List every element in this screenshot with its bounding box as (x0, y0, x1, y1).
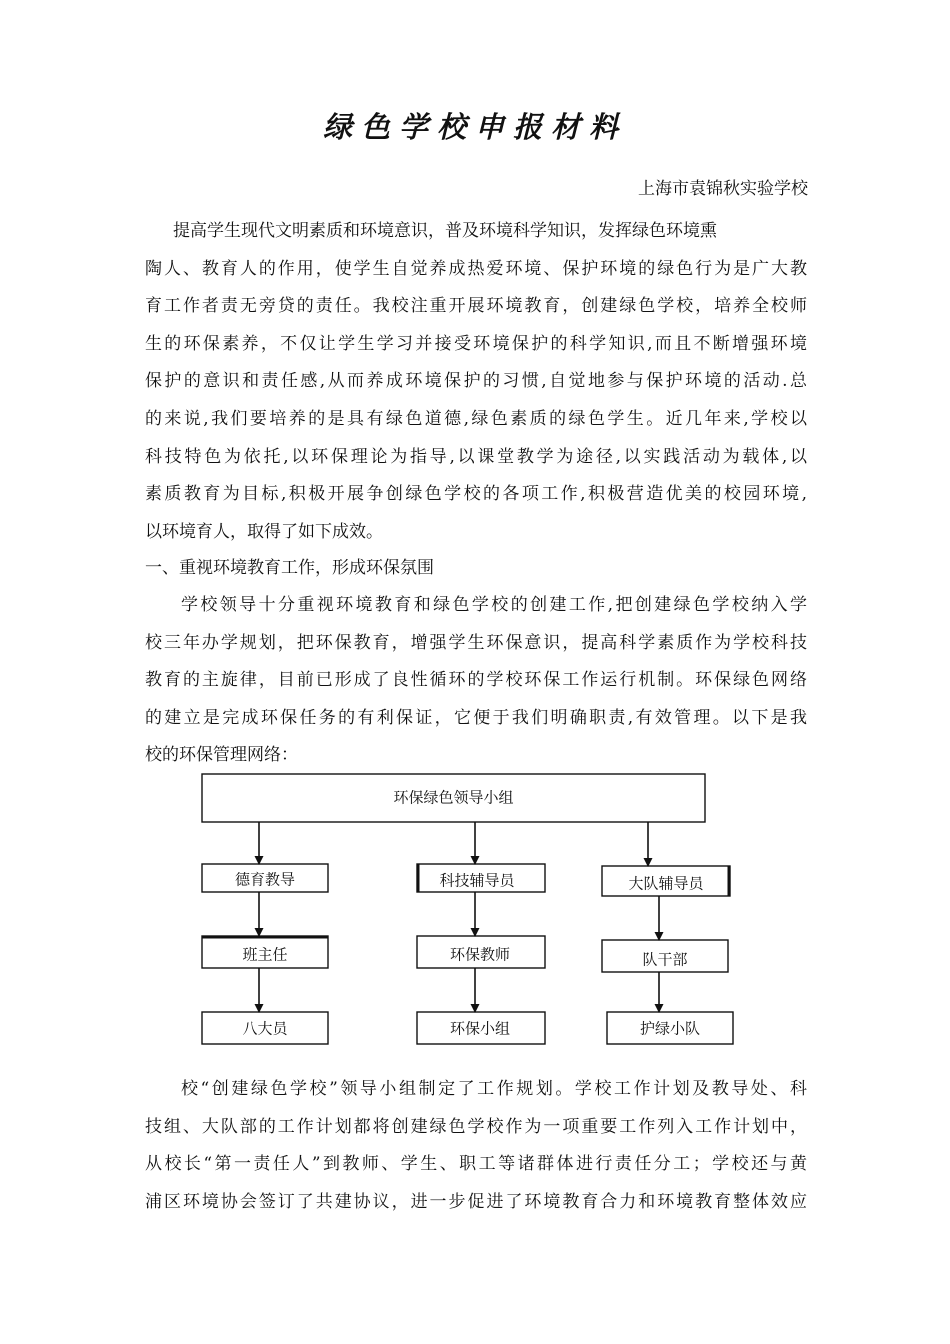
paragraph-line: 校三年办学规划，把环保教育，增强学生环保意识，提高科学素质作为学校科技 (145, 632, 807, 653)
paragraph-line: 校“创建绿色学校”领导小组制定了工作规划。学校工作计划及教导处、科 (181, 1079, 807, 1099)
plan-paragraph (145, 1071, 807, 1221)
heading-line: 一、重视环境教育工作，形成环保氛围 (145, 558, 434, 578)
paragraph-line: 育工作者责无旁贷的责任。我校注重开展环境教育，创建绿色学校，培养全校师 (145, 296, 807, 317)
org-column-1 (202, 822, 328, 1044)
paragraph-line: 校的环保管理网络： (145, 745, 298, 766)
paragraph-line: 素质教育为目标,积极开展争创绿色学校的各项工作,积极营造优美的校园环境, (145, 484, 807, 505)
org-node-label: 环保小组 (449, 1019, 511, 1038)
org-node-label: 班主任 (242, 945, 288, 964)
org-node-label: 大队辅导员 (628, 874, 704, 893)
org-node-label: 队干部 (642, 950, 688, 969)
org-node-label: 护绿小队 (639, 1019, 701, 1038)
paragraph-line: 的来说,我们要培养的是具有绿色道德,绿色素质的绿色学生。近几年来,学校以 (145, 408, 807, 429)
org-column-2 (417, 822, 545, 1044)
org-node-label: 科技辅导员 (439, 871, 515, 890)
paragraph-line: 浦区环境协会签订了共建协议，进一步促进了环境教育合力和环境教育整体效应 (145, 1191, 807, 1212)
org-node-label: 八大员 (242, 1019, 288, 1038)
org-top-label: 环保绿色领导小组 (393, 788, 514, 807)
paragraph-line: 教育的主旋律，目前已形成了良性循环的学校环保工作运行机制。环保绿色网络 (145, 670, 807, 691)
paragraph-line: 的建立是完成环保任务的有利保证，它便于我们明确职责,有效管理。以下是我 (145, 707, 807, 728)
paragraph-line: 从校长“第一责任人”到教师、学生、职工等诸群体进行责任分工；学校还与黄 (145, 1154, 807, 1175)
paragraph-line: 科技特色为依托,以环保理论为指导,以课堂教学为途径,以实践活动为载体,以 (145, 446, 807, 467)
paragraph-line: 保护的意识和责任感,从而养成环境保护的习惯,自觉地参与保护环境的活动.总 (145, 371, 807, 392)
document-title: 绿色学校申报材料 (322, 110, 627, 144)
org-top-node (202, 774, 705, 822)
school-name: 上海市袁锦秋实验学校 (638, 179, 808, 199)
paragraph-line: 提高学生现代文明素质和环境意识，普及环境科学知识，发挥绿色环境熏 (173, 221, 717, 241)
paragraph-line: 陶人、教育人的作用，使学生自觉养成热爱环境、保护环境的绿色行为是广大教 (145, 258, 807, 279)
paragraph-line: 学校领导十分重视环境教育和绿色学校的创建工作,把创建绿色学校纳入学 (181, 595, 807, 615)
org-column-3 (602, 822, 733, 1044)
paragraph-line: 以环境育人，取得了如下成效。 (145, 521, 383, 542)
paragraph-line: 生的环保素养，不仅让学生学习并接受环境保护的科学知识,而且不断增强环境 (145, 333, 807, 354)
org-node-label: 德育教导 (234, 870, 296, 889)
paragraph-line: 技组、大队部的工作计划都将创建绿色学校作为一项重要工作列入工作计划中， (145, 1116, 807, 1137)
org-node-label: 环保教师 (449, 945, 511, 964)
